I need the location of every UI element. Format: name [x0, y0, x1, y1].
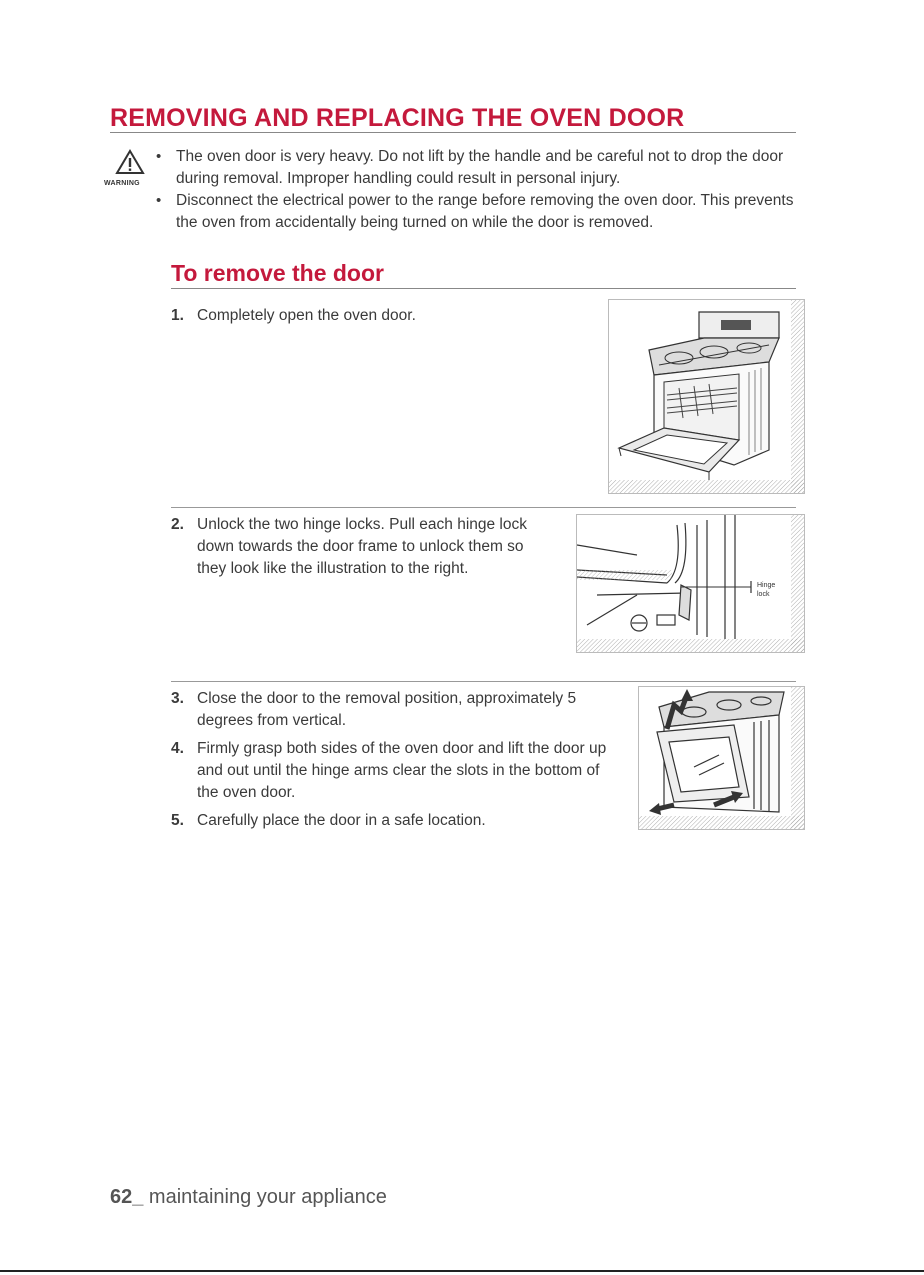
step-1: [171, 305, 591, 327]
open-oven-drawing: [609, 300, 804, 493]
hinge-lock-drawing: [577, 515, 804, 652]
hinge-label-line1: Hinge: [757, 582, 776, 589]
step-number: 5.: [171, 812, 184, 829]
warning-label: WARNING: [104, 180, 140, 187]
bottom-border: [0, 1270, 924, 1272]
page-title: REMOVING AND REPLACING THE OVEN DOOR: [110, 104, 685, 132]
step-text: Completely open the oven door.: [197, 307, 416, 324]
step-number: 1.: [171, 307, 184, 324]
hinge-label-line2: lock: [757, 591, 770, 598]
warning-item: [154, 190, 804, 234]
subtitle-divider: [171, 288, 796, 289]
warning-list: [154, 146, 804, 234]
section-subtitle: To remove the door: [171, 260, 384, 286]
open-oven-illustration: [608, 299, 805, 494]
step-4: [171, 738, 611, 804]
door-removal-illustration: [638, 686, 805, 830]
step-text: Close the door to the removal position, approximately 5 degrees from vertical.: [197, 690, 577, 729]
step-number: 2.: [171, 516, 184, 533]
step-text: Carefully place the door in a safe location.: [197, 812, 486, 829]
footer-section: maintaining your appliance: [143, 1186, 387, 1208]
page-footer: [110, 1186, 387, 1209]
step-5: [171, 810, 611, 832]
step-divider: [171, 507, 796, 508]
warning-text: Disconnect the electrical power to the range before removing the oven door. This prevents the oven from accidentally being turned on while the door is removed.: [176, 192, 794, 231]
warning-text: The oven door is very heavy. Do not lift by the handle and be careful not to drop the door during removal. Improper handling could result in personal injury.: [176, 148, 784, 187]
warning-triangle-icon: [115, 149, 145, 175]
title-divider: [110, 132, 796, 133]
step-2: [171, 514, 551, 580]
step-divider: [171, 681, 796, 682]
step-text: Unlock the two hinge locks. Pull each hinge lock down towards the door frame to unlock them so they look like the illustration to the right.: [197, 516, 527, 577]
warning-item: [154, 146, 804, 190]
door-removal-drawing: [639, 687, 804, 829]
step-text: Firmly grasp both sides of the oven door and lift the door up and out until the hinge arms clear the slots in the bottom of the oven door.: [197, 740, 607, 801]
page-number: 62_: [110, 1186, 144, 1208]
bullet-icon: •: [156, 148, 162, 165]
step-number: 3.: [171, 690, 184, 707]
step-3: [171, 688, 631, 732]
step-number: 4.: [171, 740, 184, 757]
hinge-lock-illustration: [576, 514, 805, 653]
bullet-icon: •: [156, 192, 162, 209]
